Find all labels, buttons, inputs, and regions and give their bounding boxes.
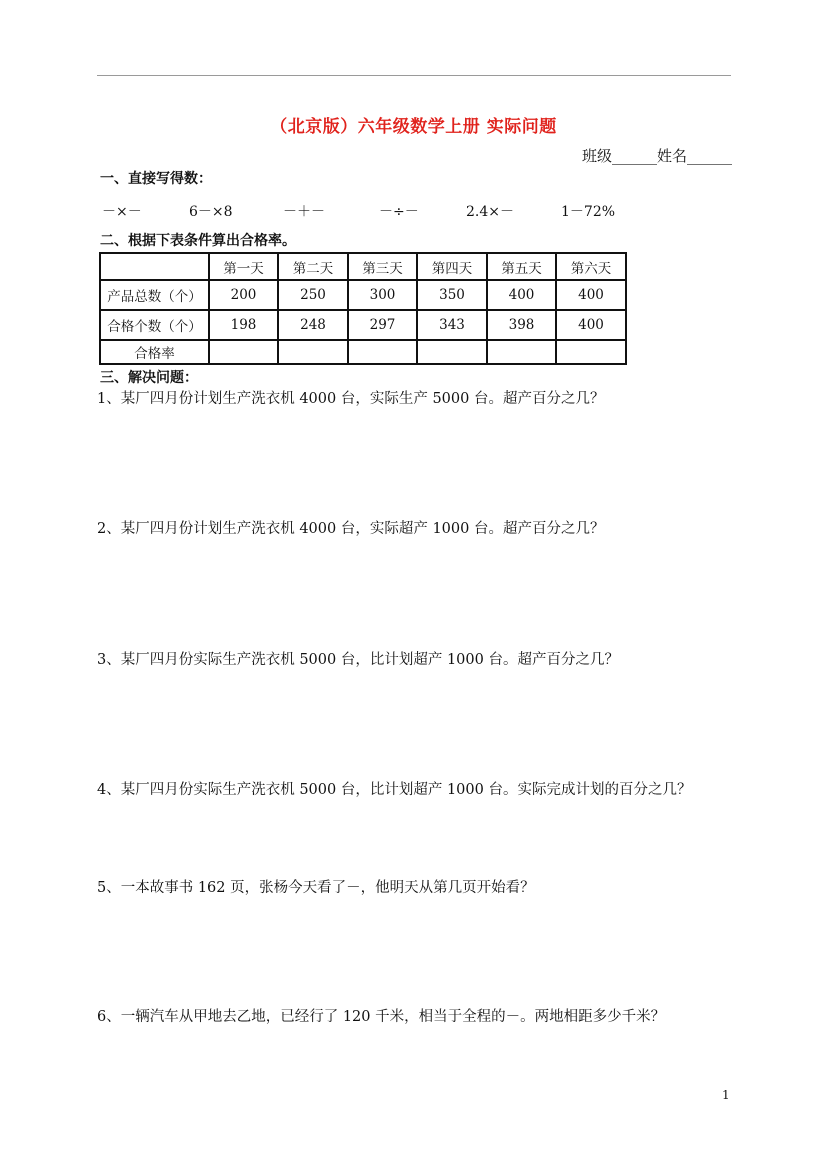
pass-rate-table — [99, 252, 627, 365]
table-cell: 400 — [556, 280, 626, 310]
question-1: 1、某厂四月份计划生产洗衣机 4000 台，实际生产 5000 台。超产百分之几？ — [97, 391, 605, 407]
calc-item: －÷－ — [379, 204, 419, 220]
table-header-cell: 第二天 — [278, 253, 348, 280]
table-cell: 400 — [556, 310, 626, 340]
table-header-cell: 第一天 — [209, 253, 278, 280]
table-cell: 398 — [487, 310, 556, 340]
answer-cell[interactable] — [209, 340, 278, 364]
calc-item: 2.4×－ — [466, 204, 514, 220]
table-cell: 200 — [209, 280, 278, 310]
answer-cell[interactable] — [417, 340, 487, 364]
calc-item: 6－×8 — [189, 204, 233, 220]
table-header-row — [100, 253, 626, 280]
table-header-cell — [100, 253, 209, 280]
table-cell: 248 — [278, 310, 348, 340]
row-label: 产品总数（个） — [100, 280, 209, 310]
answer-cell[interactable] — [278, 340, 348, 364]
question-5: 5、一本故事书 162 页，张杨今天看了－，他明天从第几页开始看？ — [97, 880, 535, 896]
answer-cell[interactable] — [487, 340, 556, 364]
page-title: （北京版）六年级数学上册 实际问题 — [270, 117, 557, 137]
question-4: 4、某厂四月份实际生产洗衣机 5000 台，比计划超产 1000 台。实际完成计划的百分之几？ — [97, 782, 692, 798]
table-row — [100, 340, 626, 364]
table-header-cell: 第四天 — [417, 253, 487, 280]
question-2: 2、某厂四月份计划生产洗衣机 4000 台，实际超产 1000 台。超产百分之几？ — [97, 521, 605, 537]
answer-cell[interactable] — [556, 340, 626, 364]
table-cell: 250 — [278, 280, 348, 310]
question-6: 6、一辆汽车从甲地去乙地，已经行了 120 千米，相当于全程的－。两地相距多少千米？ — [97, 1009, 666, 1025]
row-label: 合格率 — [100, 340, 209, 364]
question-3: 3、某厂四月份实际生产洗衣机 5000 台，比计划超产 1000 台。超产百分之几？ — [97, 652, 619, 668]
table-header-cell: 第三天 — [348, 253, 417, 280]
class-name-line: 班级______姓名______ — [582, 147, 733, 165]
table-cell: 300 — [348, 280, 417, 310]
section2-heading: 二、根据下表条件算出合格率。 — [100, 233, 296, 249]
header-rule — [97, 75, 731, 76]
table-row — [100, 310, 626, 340]
section3-heading: 三、解决问题： — [100, 370, 198, 386]
calc-item: －×－ — [102, 204, 142, 220]
table-cell: 350 — [417, 280, 487, 310]
table-cell: 343 — [417, 310, 487, 340]
answer-cell[interactable] — [348, 340, 417, 364]
table-header-cell: 第六天 — [556, 253, 626, 280]
table-cell: 198 — [209, 310, 278, 340]
table-row — [100, 280, 626, 310]
calc-item: 1－72% — [561, 204, 616, 220]
table-header-cell: 第五天 — [487, 253, 556, 280]
page-number: 1 — [722, 1088, 730, 1102]
table-cell: 400 — [487, 280, 556, 310]
table-cell: 297 — [348, 310, 417, 340]
row-label: 合格个数（个） — [100, 310, 209, 340]
section1-heading: 一、直接写得数： — [100, 171, 212, 187]
calc-item: －＋－ — [283, 204, 325, 220]
